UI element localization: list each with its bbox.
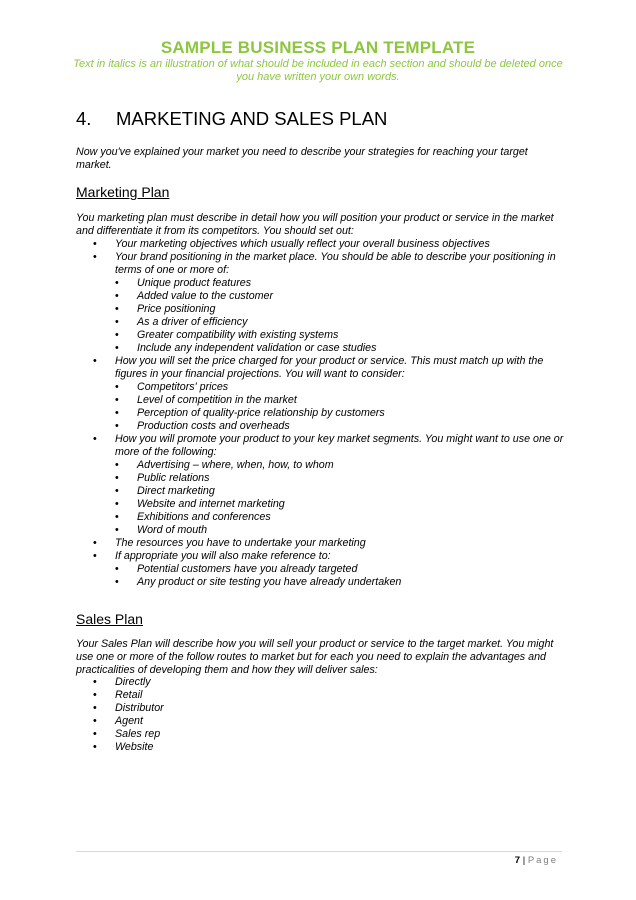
- bullet-icon: •: [115, 329, 119, 341]
- bullet-icon: •: [93, 728, 97, 740]
- bullet-icon: •: [93, 741, 97, 753]
- sub-list-item-text: Price positioning: [137, 303, 216, 315]
- sub-list-item-text: Include any independent validation or case studies: [137, 342, 377, 354]
- bullet-icon: •: [115, 407, 119, 419]
- sub-list-item-text: As a driver of efficiency: [137, 316, 248, 328]
- sales-list-item: [76, 728, 566, 741]
- bullet-icon: •: [115, 511, 119, 523]
- bullet-icon: •: [115, 342, 119, 354]
- marketing-list-item: [76, 537, 566, 550]
- bullet-icon: •: [115, 563, 119, 575]
- list-item-text: Distributor: [115, 702, 164, 714]
- sub-list-item: [115, 563, 566, 576]
- bullet-icon: •: [115, 394, 119, 406]
- list-item-text: How you will promote your product to your key market segments. You might want to use one or more of the following:: [115, 433, 564, 458]
- bullet-icon: •: [115, 420, 119, 432]
- document-title: SAMPLE BUSINESS PLAN TEMPLATE: [160, 38, 476, 57]
- bullet-icon: •: [115, 277, 119, 289]
- footer-divider: [76, 851, 562, 852]
- sub-list-item-text: Perception of quality-price relationship by customers: [137, 407, 385, 419]
- list-item-text: Your brand positioning in the market place. You should be able to describe your positioning in terms of one or more of:: [115, 251, 556, 276]
- sub-list-item-text: Level of competition in the market: [137, 394, 297, 406]
- sub-list-item-text: Exhibitions and conferences: [137, 511, 271, 523]
- sub-list-item-text: Added value to the customer: [137, 290, 274, 302]
- sub-list-item: [115, 524, 566, 537]
- section-number: 4.: [76, 108, 92, 129]
- sales-plan-list: [76, 676, 566, 754]
- sub-list-item: [115, 394, 566, 407]
- sub-list-item: [115, 316, 566, 329]
- list-item-text: Retail: [115, 689, 143, 701]
- bullet-icon: •: [93, 715, 97, 727]
- sub-list-item: [115, 277, 566, 290]
- bullet-icon: •: [93, 433, 97, 445]
- bullet-icon: •: [93, 238, 97, 250]
- bullet-icon: •: [115, 316, 119, 328]
- section-title: MARKETING AND SALES PLAN: [116, 108, 388, 129]
- sales-list-item: [76, 741, 566, 754]
- list-item-text: If appropriate you will also make reference to:: [115, 550, 331, 562]
- bullet-icon: •: [93, 550, 97, 562]
- bullet-icon: •: [93, 689, 97, 701]
- marketing-plan-heading: Marketing Plan: [76, 184, 170, 200]
- bullet-icon: •: [115, 472, 119, 484]
- sub-list-item: [115, 342, 566, 355]
- sub-list-item: [115, 459, 566, 472]
- sub-list: [115, 459, 566, 537]
- sub-list-item: [115, 420, 566, 433]
- marketing-list-item: [76, 355, 566, 433]
- bullet-icon: •: [115, 576, 119, 588]
- sub-list-item-text: Word of mouth: [137, 524, 208, 536]
- bullet-icon: •: [115, 303, 119, 315]
- sub-list-item-text: Competitors' prices: [137, 381, 229, 393]
- sub-list-item-text: Potential customers have you already targeted: [137, 563, 358, 575]
- bullet-icon: •: [93, 702, 97, 714]
- sales-list-item: [76, 676, 566, 689]
- section-heading: [76, 108, 387, 130]
- bullet-icon: •: [115, 290, 119, 302]
- sub-list-item: [115, 472, 566, 485]
- marketing-plan-intro: You marketing plan must describe in detail how you will position your product or service in the market and differentiate it from its competitors. You should set out:: [76, 212, 554, 237]
- sub-list-item: [115, 511, 566, 524]
- bullet-icon: •: [93, 355, 97, 367]
- marketing-list-item: [76, 251, 566, 355]
- sub-list-item-text: Greater compatibility with existing systems: [137, 329, 339, 341]
- sub-list: [115, 381, 566, 433]
- sub-list-item: [115, 329, 566, 342]
- marketing-list-item: [76, 550, 566, 589]
- bullet-icon: •: [115, 524, 119, 536]
- marketing-list-item: [76, 433, 566, 537]
- sub-list-item-text: Advertising – where, when, how, to whom: [137, 459, 334, 471]
- sub-list-item-text: Production costs and overheads: [137, 420, 290, 432]
- sub-list-item-text: Direct marketing: [137, 485, 215, 497]
- page-separator: |: [522, 855, 526, 866]
- sub-list-item: [115, 407, 566, 420]
- sub-list-item-text: Website and internet marketing: [137, 498, 285, 510]
- list-item-text: How you will set the price charged for your product or service. This must match up with the figures in your financial projections. You will want to consider:: [115, 355, 544, 380]
- bullet-icon: •: [115, 381, 119, 393]
- sales-list-item: [76, 715, 566, 728]
- sub-list-item: [115, 498, 566, 511]
- document-subtitle: Text in italics is an illustration of what should be included in each section and should be deleted once you have written your own words.: [73, 58, 563, 83]
- sub-list-item: [115, 576, 566, 589]
- list-item-text: Website: [115, 741, 154, 753]
- sub-list-item: [115, 485, 566, 498]
- sub-list-item: [115, 290, 566, 303]
- sub-list-item-text: Unique product features: [137, 277, 252, 289]
- list-item-text: The resources you have to undertake your marketing: [115, 537, 366, 549]
- marketing-plan-list: [76, 238, 566, 589]
- sales-plan-intro: Your Sales Plan will describe how you will sell your product or service to the target market. You might use one or more of the follow routes to market but for each you need to explain the advantages and practicalities of developing them and how they will deliver sales:: [76, 638, 554, 676]
- marketing-list-item: [76, 238, 566, 251]
- list-item-text: Agent: [115, 715, 143, 727]
- sub-list: [115, 277, 566, 355]
- list-item-text: Directly: [115, 676, 151, 688]
- bullet-icon: •: [115, 498, 119, 510]
- page-footer: [515, 855, 558, 866]
- page-number: 7: [514, 855, 521, 866]
- sub-list-item-text: Any product or site testing you have already undertaken: [137, 576, 402, 588]
- sub-list: [115, 563, 566, 589]
- sales-plan-heading: Sales Plan: [76, 611, 143, 627]
- sub-list-item: [115, 303, 566, 316]
- section-intro: Now you've explained your market you need to describe your strategies for reaching your target market.: [76, 146, 528, 171]
- bullet-icon: •: [115, 459, 119, 471]
- sub-list-item: [115, 381, 566, 394]
- sales-list-item: [76, 702, 566, 715]
- sub-list-item-text: Public relations: [137, 472, 210, 484]
- bullet-icon: •: [115, 485, 119, 497]
- list-item-text: Your marketing objectives which usually reflect your overall business objectives: [115, 238, 490, 250]
- sales-list-item: [76, 689, 566, 702]
- bullet-icon: •: [93, 251, 97, 263]
- page-label: Page: [527, 855, 558, 866]
- list-item-text: Sales rep: [115, 728, 161, 740]
- bullet-icon: •: [93, 537, 97, 549]
- bullet-icon: •: [93, 676, 97, 688]
